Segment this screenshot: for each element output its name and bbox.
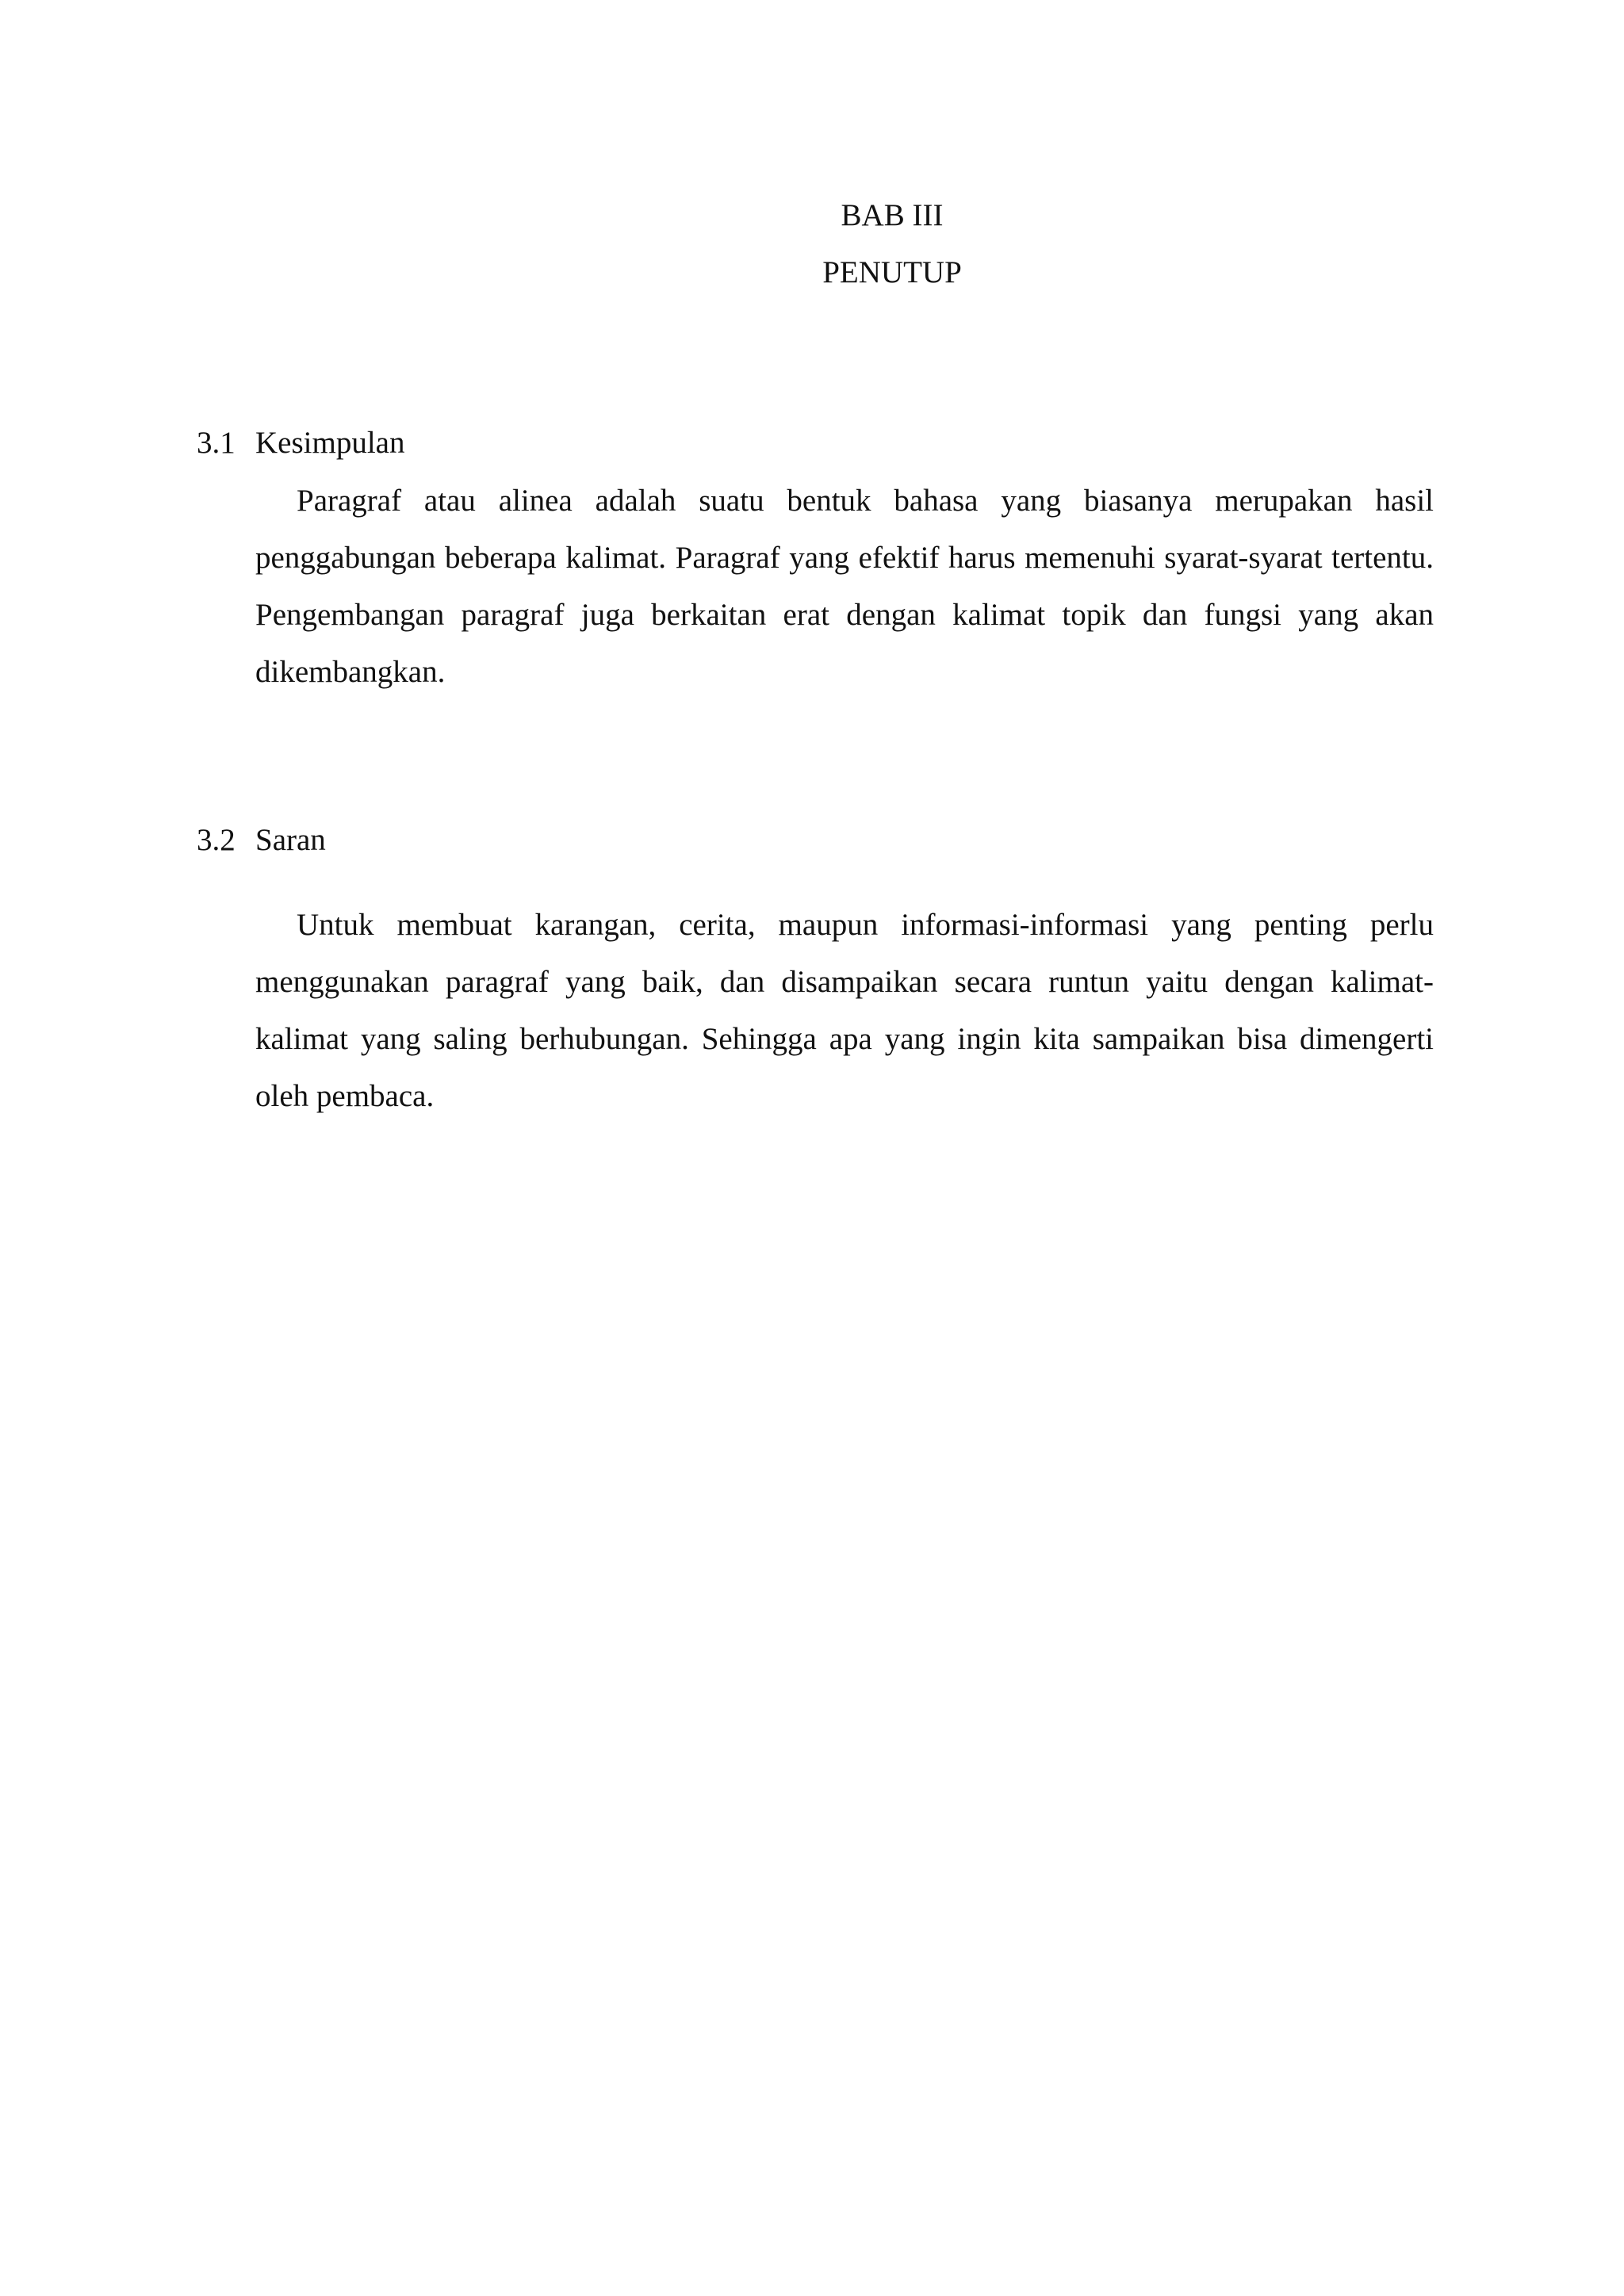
section-heading-saran bbox=[197, 821, 326, 859]
section-body-saran: Untuk membuat karangan, cerita, maupun informasi-informasi yang penting perlu menggunakan paragraf yang baik, dan disampaikan secara runtun yaitu dengan kalimat-kalimat yang saling berhubungan. Sehingga apa yang ingin kita sampaikan bisa dimengerti oleh pembaca. bbox=[255, 908, 1434, 1113]
chapter-number: BAB III bbox=[841, 198, 944, 232]
section-body-kesimpulan: Paragraf atau alinea adalah suatu bentuk bahasa yang biasanya merupakan hasil penggabungan beberapa kalimat. Paragraf yang efektif harus memenuhi syarat-syarat tertentu. Pengembangan paragraf juga berkaitan erat dengan kalimat topik dan fungsi yang akan dikembangkan. bbox=[255, 484, 1434, 689]
section-number: 3.1 bbox=[197, 426, 236, 460]
chapter-title: PENUTUP bbox=[822, 255, 962, 289]
section-number: 3.2 bbox=[197, 823, 236, 857]
section-title: Saran bbox=[255, 823, 326, 857]
section-heading-kesimpulan bbox=[197, 424, 404, 462]
section-title: Kesimpulan bbox=[255, 426, 405, 460]
